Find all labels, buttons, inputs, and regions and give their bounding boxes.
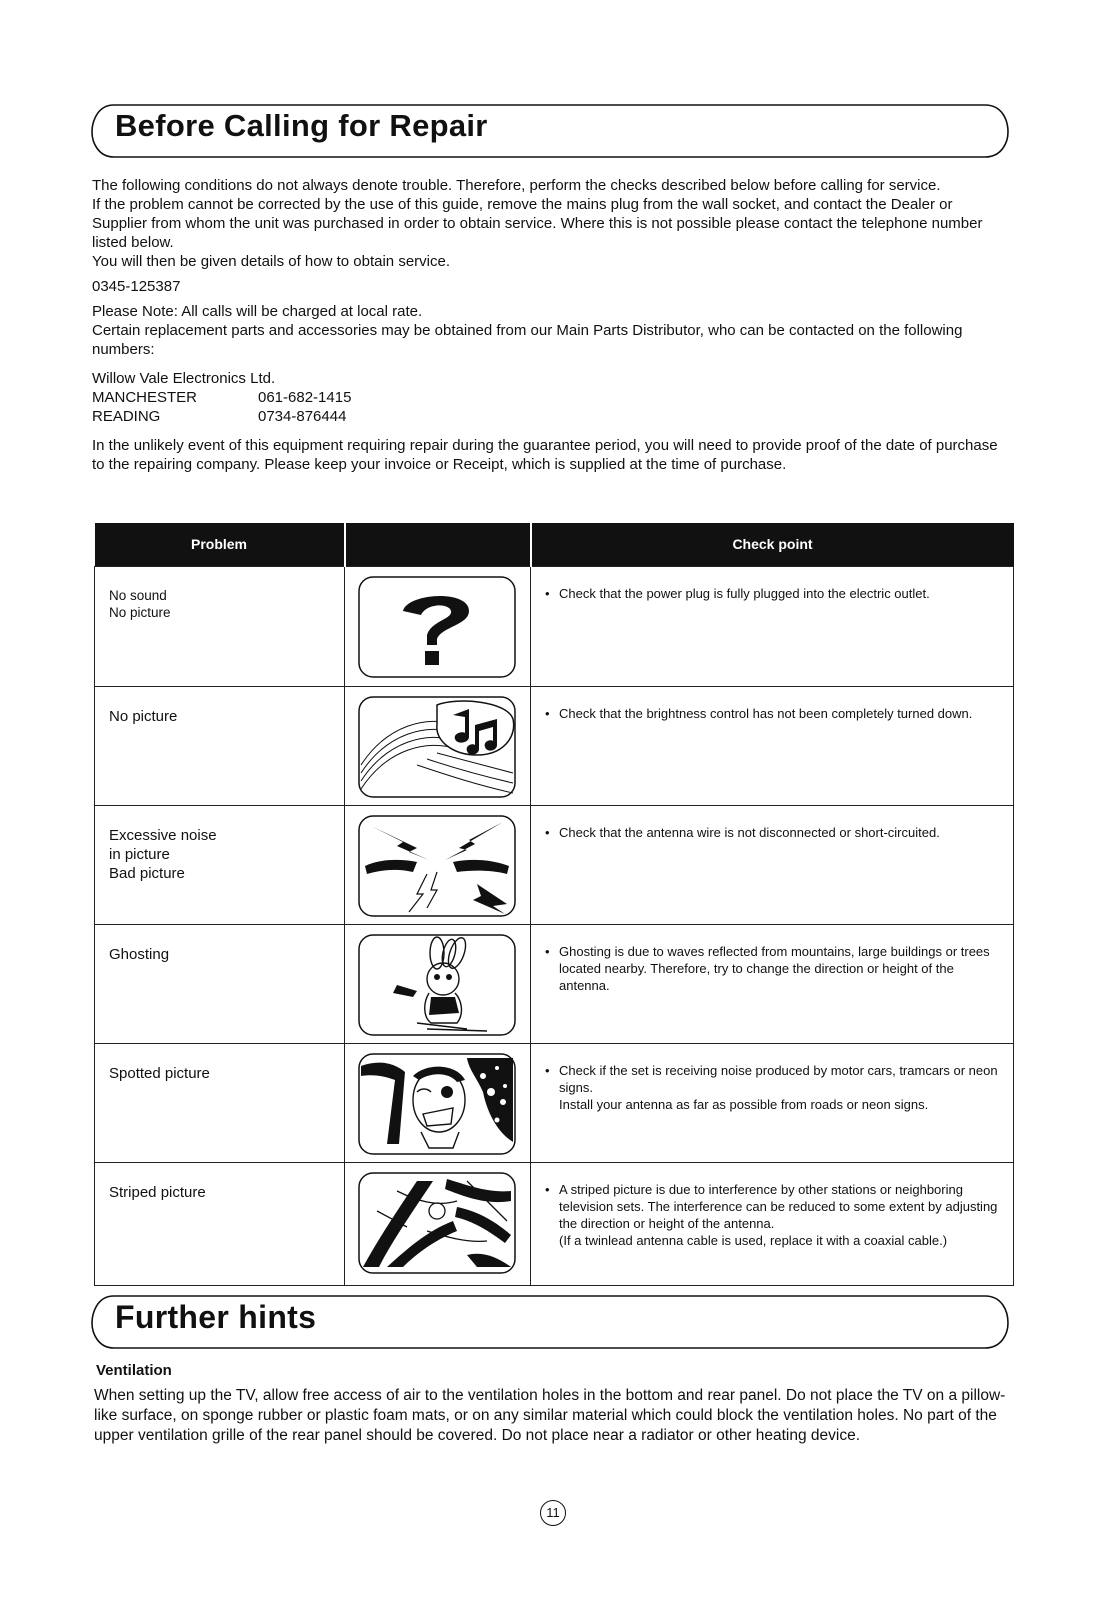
checkpoint-header: Check point: [531, 523, 1014, 566]
checkpoint-text: Install your antenna as far as possible from roads or neon signs.: [559, 1096, 929, 1112]
checkpoint-text: (If a twinlead antenna cable is used, replace it with a coaxial cable.): [559, 1232, 948, 1248]
problem-cell: [95, 1162, 345, 1285]
table-row: [95, 924, 1014, 1043]
spotted-face-icon: [357, 1052, 517, 1156]
contact-row: [92, 407, 1010, 426]
ventilation-paragraph: When setting up the TV, allow free access of air to the ventilation holes in the bottom and rear panel. Do not place the TV on a pillow-like surface, on sponge rubber or plastic foam mats, or on any similar material which could block the ventilation holes. No part of the upper ventilation grille of the rear panel should be covered. Do not place near a radiator or other heating device.: [94, 1387, 1006, 1444]
illustration-cell: [345, 924, 531, 1043]
contact-number: 061-682-1415: [258, 389, 352, 406]
intro-paragraph-1: The following conditions do not always denote trouble. Therefore, perform the checks described below before calling for service.: [92, 177, 941, 194]
contact-city: READING: [92, 408, 161, 425]
music-notes-icon: [357, 695, 517, 799]
problem-line: Bad picture: [109, 864, 185, 882]
section-header-hints: [90, 1293, 1010, 1351]
checkpoint-text: Check that the power plug is fully plugged into the electric outlet.: [559, 585, 930, 601]
illustration-header: [345, 523, 531, 566]
intro-paragraph-3: You will then be given details of how to obtain service.: [92, 253, 451, 270]
problem-cell: [95, 1043, 345, 1162]
page-number: 11: [540, 1500, 566, 1526]
contact-row: [92, 388, 1010, 407]
illustration-cell: [345, 1162, 531, 1285]
page-title: Before Calling for Repair: [115, 108, 488, 143]
checkpoint-item: • Check that the power plug is fully plugged into the electric outlet.: [545, 585, 930, 601]
problem-line: Striped picture: [109, 1183, 206, 1201]
question-mark-icon: [357, 575, 517, 679]
checkpoint-item: • Check that the antenna wire is not disconnected or short-circuited.: [545, 824, 940, 840]
problem-cell: [95, 566, 345, 686]
illustration-cell: [345, 566, 531, 686]
guarantee-paragraph: In the unlikely event of this equipment requiring repair during the guarantee period, you will need to provide proof of the date of purchase to the repairing company. Please keep your invoice or Receipt, which is supplied at the time of purchase.: [92, 437, 998, 473]
problem-cell: [95, 805, 345, 924]
lightning-noise-icon: [357, 814, 517, 918]
table-row: [95, 805, 1014, 924]
problem-line: Ghosting: [109, 945, 170, 963]
problem-line: No picture: [109, 604, 171, 620]
checkpoint-text: Check if the set is receiving noise produced by motor cars, tramcars or neon signs.: [559, 1062, 998, 1095]
parts-paragraph: Certain replacement parts and accessories may be obtained from our Main Parts Distributor, who can be contacted on the following numbers:: [92, 322, 963, 358]
rate-note: Please Note: All calls will be charged at local rate.: [92, 303, 423, 320]
illustration-cell: [345, 1043, 531, 1162]
table-row: [95, 1162, 1014, 1285]
checkpoint-cell: [531, 1043, 1014, 1162]
checkpoint-text: Check that the brightness control has not been completely turned down.: [559, 705, 973, 721]
problem-header: Problem: [95, 523, 345, 566]
problem-line: Excessive noise: [109, 826, 217, 844]
checkpoint-cell: [531, 1162, 1014, 1285]
checkpoint-cell: [531, 805, 1014, 924]
intro-text: [92, 176, 1010, 474]
section-header-repair: [90, 102, 1010, 160]
intro-paragraph-2: If the problem cannot be corrected by the use of this guide, remove the mains plug from the wall socket, and contact the Dealer or Supplier from whom the unit was purchased in order to obtain service. Where this is not possible please contact the telephone number listed below.: [92, 196, 983, 251]
section-title: Further hints: [115, 1299, 317, 1335]
checkpoint-cell: [531, 686, 1014, 805]
contact-city: MANCHESTER: [92, 389, 198, 406]
checkpoint-text: Check that the antenna wire is not disconnected or short-circuited.: [559, 824, 940, 840]
checkpoint-cell: [531, 566, 1014, 686]
table-header-row: [95, 523, 1014, 566]
table-row: [95, 1043, 1014, 1162]
checkpoint-item: • Check that the brightness control has not been completely turned down.: [545, 705, 973, 721]
checkpoint-cell: [531, 924, 1014, 1043]
troubleshooting-table: [94, 523, 1014, 1286]
checkpoint-text: A striped picture is due to interference by other stations or neighboring television sets. The interference can be reduced to some extent by adjusting the direction or height of the antenna.: [559, 1181, 998, 1231]
table-row: [95, 686, 1014, 805]
illustration-cell: [345, 805, 531, 924]
striped-picture-icon: [357, 1171, 517, 1275]
illustration-cell: [345, 686, 531, 805]
problem-cell: [95, 924, 345, 1043]
problem-line: No picture: [109, 707, 178, 725]
checkpoint-text: Ghosting is due to waves reflected from mountains, large buildings or trees located nearby. Therefore, try to change the direction or height of the antenna.: [559, 943, 990, 993]
rabbit-icon: [357, 933, 517, 1037]
problem-line: No sound: [109, 587, 167, 603]
problem-line: in picture: [109, 845, 170, 863]
checkpoint-item: • A striped picture is due to interference by other stations or neighboring television sets. The interference can be reduced to some extent by adjusting the direction or height of the antenna. (If a twinlead antenna cable is used, replace it with a coaxial cable.): [545, 1181, 998, 1248]
service-phone: 0345-125387: [92, 278, 181, 295]
ventilation-heading: Ventilation: [96, 1362, 172, 1379]
table-row: [95, 566, 1014, 686]
problem-line: Spotted picture: [109, 1064, 210, 1082]
distributor-name: Willow Vale Electronics Ltd.: [92, 370, 276, 387]
checkpoint-item: • Ghosting is due to waves reflected from mountains, large buildings or trees located nearby. Therefore, try to change the direction or height of the antenna.: [545, 943, 999, 994]
problem-cell: [95, 686, 345, 805]
checkpoint-item: • Check if the set is receiving noise produced by motor cars, tramcars or neon signs. Install your antenna as far as possible from roads or neon signs.: [545, 1062, 998, 1112]
contact-number: 0734-876444: [258, 408, 347, 425]
